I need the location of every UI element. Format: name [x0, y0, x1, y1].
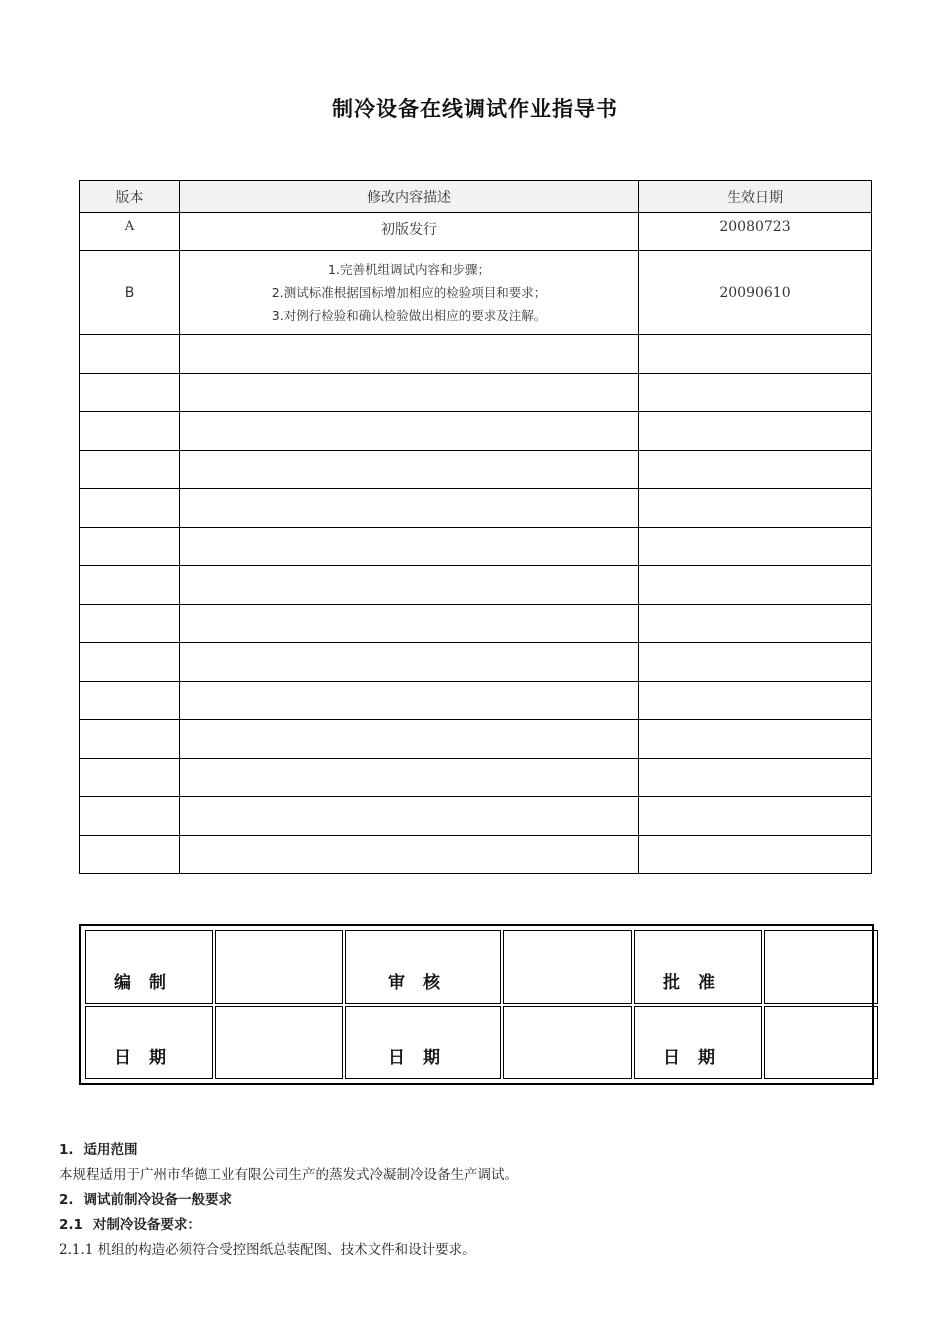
empty-cell [639, 412, 872, 451]
table-row [80, 373, 872, 412]
empty-cell [180, 681, 639, 720]
table-row [80, 604, 872, 643]
table-row [80, 489, 872, 528]
empty-cell [80, 797, 180, 836]
empty-cell [80, 489, 180, 528]
signature-table [83, 928, 880, 1081]
empty-cell [639, 758, 872, 797]
paragraph: 本规程适用于广州市华德工业有限公司生产的蒸发式冷凝制冷设备生产调试。 [59, 1167, 518, 1183]
table-row [80, 681, 872, 720]
empty-cell [80, 758, 180, 797]
table-row [80, 213, 872, 251]
empty-cell [80, 566, 180, 605]
empty-cell [639, 835, 872, 874]
description-cell: 初版发行 [180, 213, 639, 251]
signature-block [79, 924, 874, 1085]
empty-cell [180, 835, 639, 874]
label-approved-by: 批准 [634, 930, 762, 1004]
description-cell [180, 251, 639, 335]
label-prepared-by: 编制 [85, 930, 213, 1004]
list-item: 1.完善机组调试内容和步骤； [328, 262, 490, 277]
empty-cell [639, 643, 872, 682]
empty-cell [80, 335, 180, 374]
table-row [80, 412, 872, 451]
empty-cell [180, 758, 639, 797]
table-row [80, 566, 872, 605]
empty-cell [180, 335, 639, 374]
empty-cell [639, 604, 872, 643]
document-body [59, 1138, 919, 1263]
section-heading: 2. 调试前制冷设备一般要求 [59, 1192, 233, 1208]
date-cell: 20090610 [639, 251, 872, 335]
table-row [80, 251, 872, 335]
empty-cell [80, 527, 180, 566]
empty-cell [80, 835, 180, 874]
version-cell: B [80, 251, 180, 335]
reviewed-date-field[interactable] [503, 1006, 632, 1080]
empty-cell [639, 527, 872, 566]
table-row [80, 643, 872, 682]
empty-cell [639, 450, 872, 489]
table-row [80, 335, 872, 374]
empty-cell [180, 489, 639, 528]
empty-cell [80, 450, 180, 489]
empty-cell [639, 373, 872, 412]
empty-cell [80, 412, 180, 451]
list-item: 2.测试标准根据国标增加相应的检验项目和要求； [271, 285, 547, 300]
reviewed-by-field[interactable] [503, 930, 632, 1004]
label-reviewed-date: 日期 [345, 1006, 501, 1080]
table-row [80, 720, 872, 759]
prepared-date-field[interactable] [215, 1006, 343, 1080]
paragraph: 2.1.1 机组的构造必须符合受控图纸总装配图、技术文件和设计要求。 [59, 1242, 476, 1258]
table-row [80, 797, 872, 836]
empty-cell [180, 566, 639, 605]
empty-cell [180, 643, 639, 682]
subsection-heading: 2.1 对制冷设备要求： [59, 1217, 201, 1233]
empty-cell [80, 373, 180, 412]
revision-table [79, 180, 872, 874]
section-heading: 1. 适用范围 [59, 1142, 138, 1158]
prepared-by-field[interactable] [215, 930, 343, 1004]
empty-cell [639, 335, 872, 374]
approved-date-field[interactable] [764, 1006, 878, 1080]
empty-cell [639, 566, 872, 605]
empty-cell [639, 720, 872, 759]
empty-cell [639, 681, 872, 720]
page-title: 制冷设备在线调试作业指导书 [332, 97, 618, 121]
empty-cell [180, 450, 639, 489]
approved-by-field[interactable] [764, 930, 878, 1004]
empty-cell [180, 412, 639, 451]
header-description: 修改内容描述 [180, 181, 639, 213]
empty-cell [180, 720, 639, 759]
date-cell: 20080723 [639, 213, 872, 251]
empty-cell [639, 489, 872, 528]
header-version: 版本 [80, 181, 180, 213]
empty-cell [180, 604, 639, 643]
header-effective-date: 生效日期 [639, 181, 872, 213]
table-row [80, 758, 872, 797]
empty-cell [639, 797, 872, 836]
empty-cell [180, 797, 639, 836]
label-prepared-date: 日期 [85, 1006, 213, 1080]
empty-cell [80, 604, 180, 643]
empty-cell [180, 527, 639, 566]
table-row [80, 835, 872, 874]
label-reviewed-by: 审核 [345, 930, 501, 1004]
table-row [80, 450, 872, 489]
version-cell: A [80, 213, 180, 251]
table-row [80, 527, 872, 566]
empty-cell [180, 373, 639, 412]
empty-cell [80, 643, 180, 682]
empty-cell [80, 720, 180, 759]
list-item: 3.对例行检验和确认检验做出相应的要求及注解。 [271, 308, 547, 323]
label-approved-date: 日期 [634, 1006, 762, 1080]
empty-cell [80, 681, 180, 720]
